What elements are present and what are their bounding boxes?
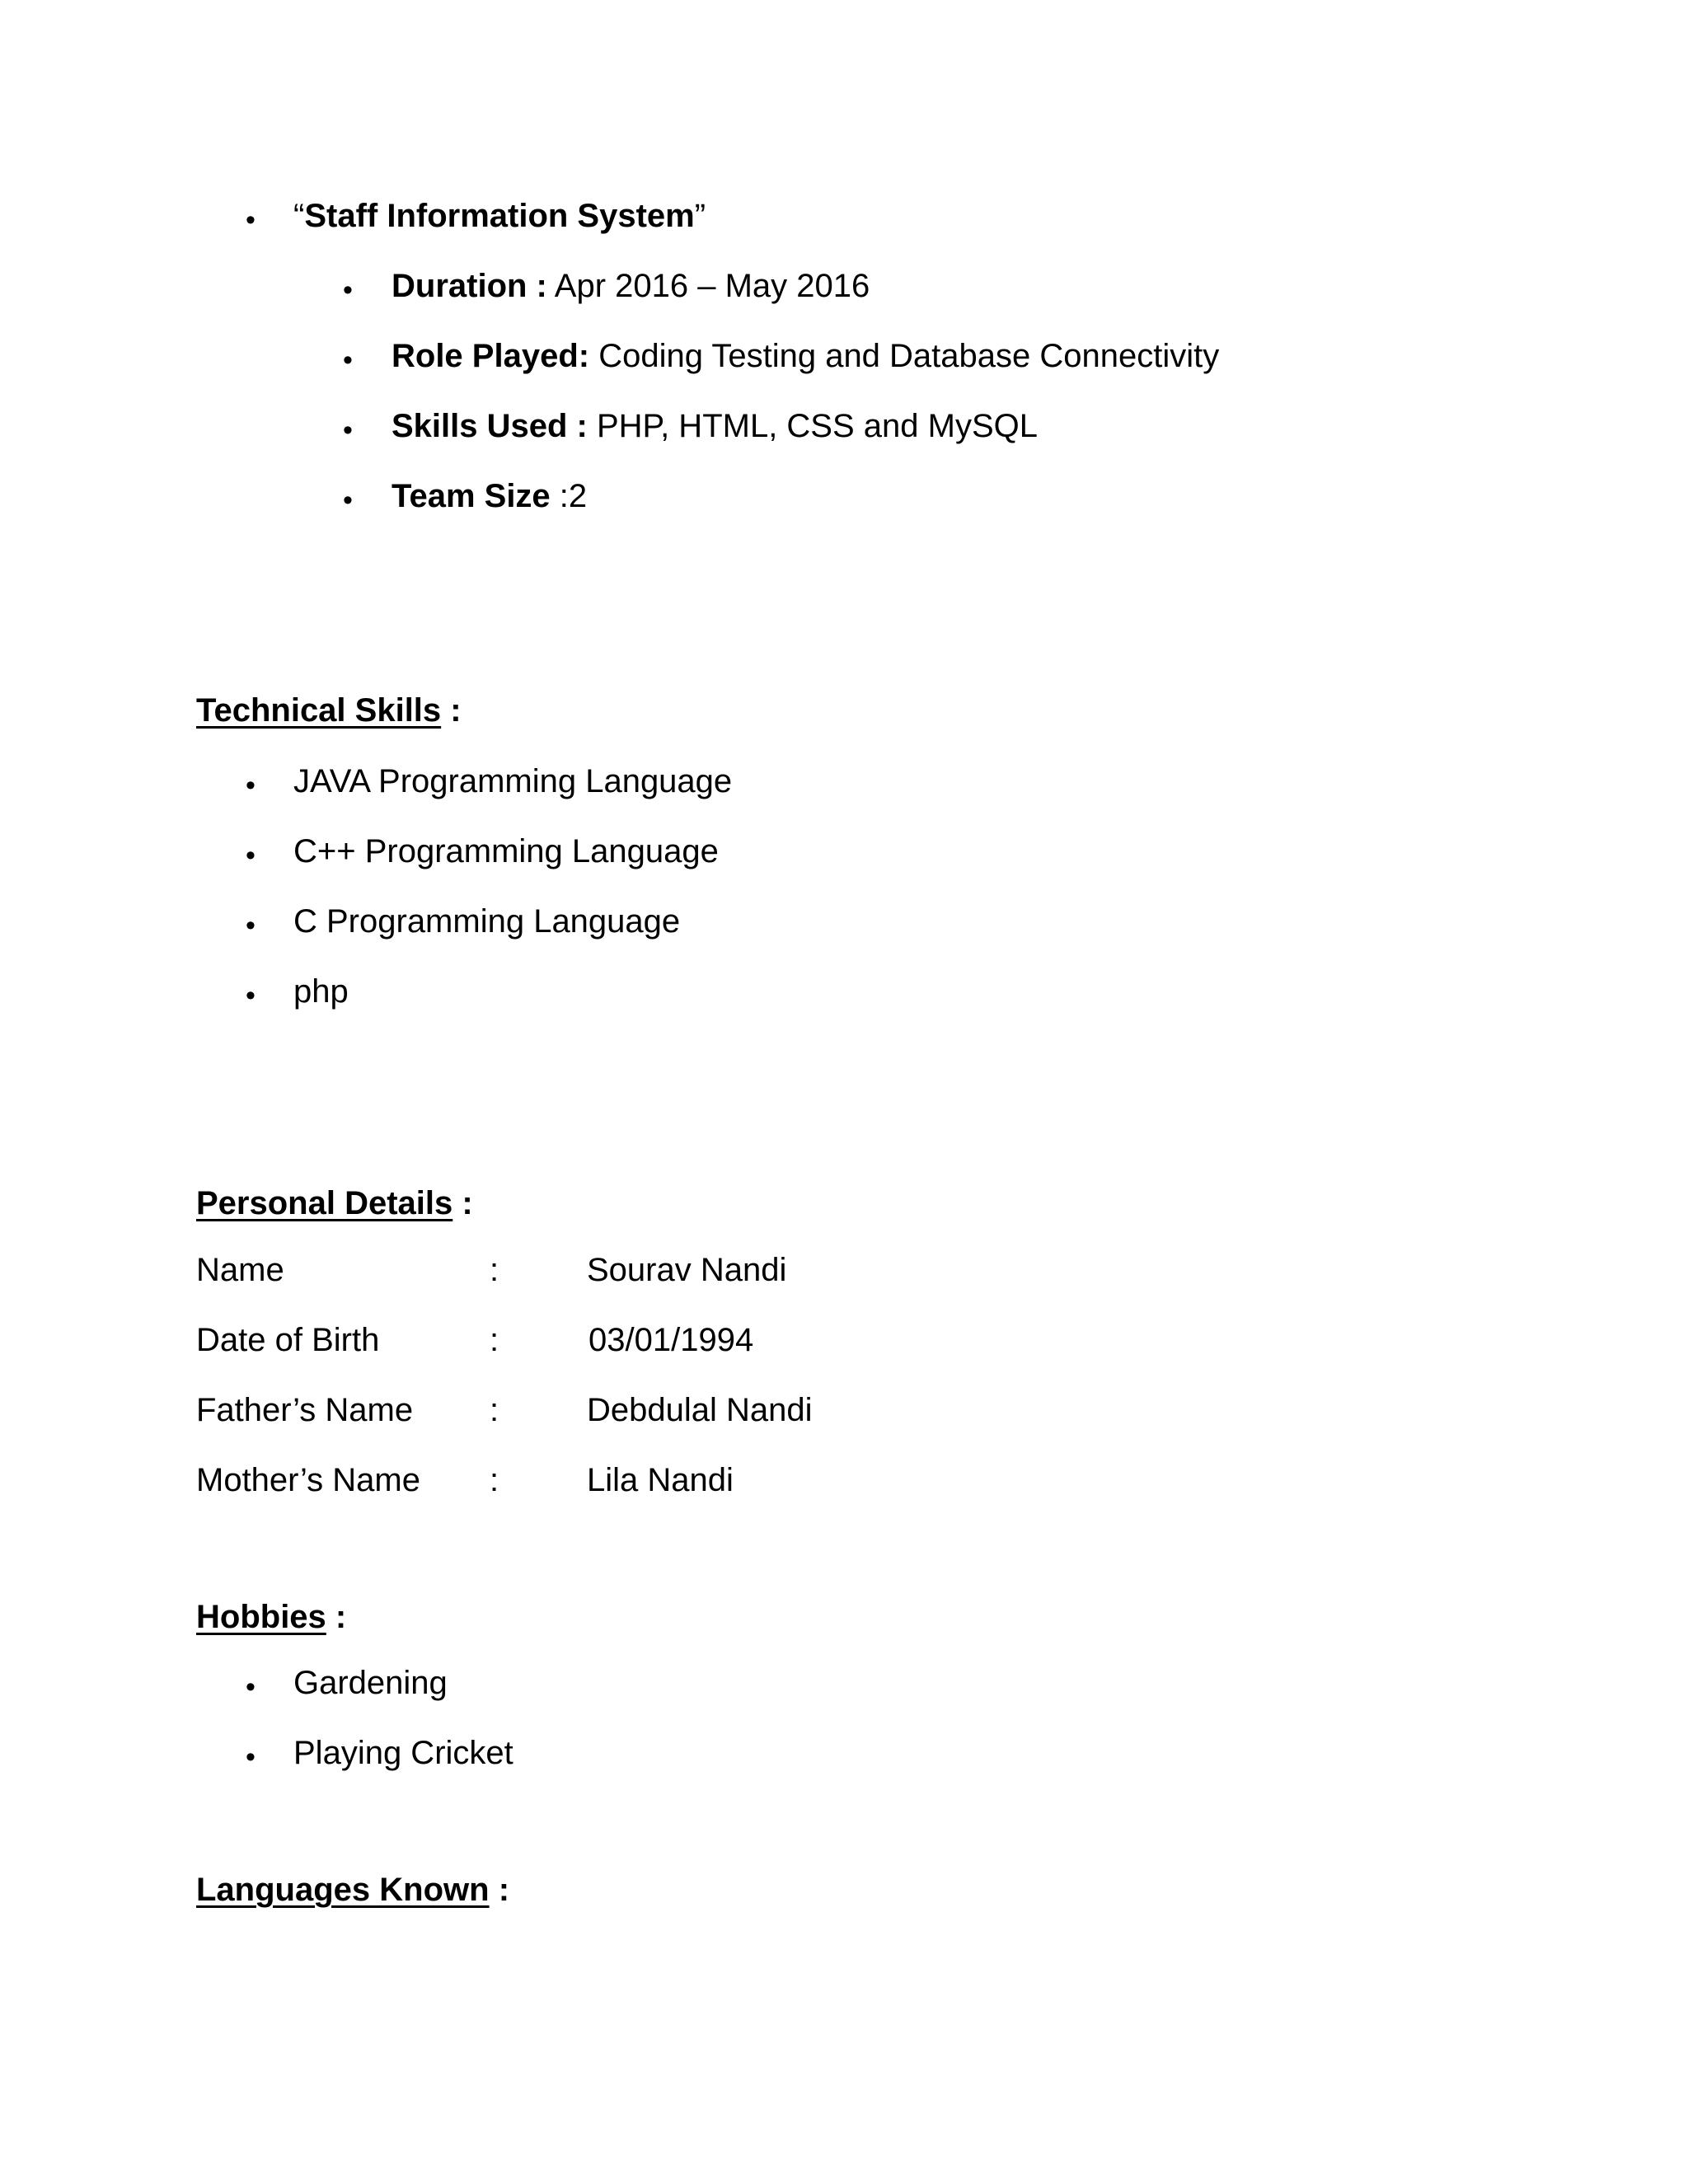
heading-suffix: : [452, 1185, 473, 1221]
project-title-text: Staff Information System [304, 198, 695, 234]
heading-text: Hobbies [196, 1599, 326, 1635]
detail-value: Apr 2016 – May 2016 [546, 268, 870, 304]
personal-separator: : [490, 1462, 499, 1498]
personal-value-dob: 03/01/1994 [588, 1322, 754, 1358]
bullet-icon: • [246, 770, 256, 801]
detail-label: Skills Used : [392, 408, 588, 444]
hobbies-heading [196, 1601, 346, 1633]
personal-value-father: Debdulal Nandi [587, 1392, 813, 1428]
detail-label: Role Played: [392, 338, 590, 374]
personal-label-name: Name [196, 1252, 284, 1288]
heading-text: Technical Skills [196, 692, 442, 729]
bullet-icon: • [246, 840, 256, 871]
bullet-icon: • [343, 485, 353, 516]
open-quote: “ [293, 198, 305, 234]
personal-value-name: Sourav Nandi [587, 1252, 787, 1288]
bullet-icon: • [246, 910, 256, 941]
bullet-icon: • [343, 274, 353, 306]
close-quote: ” [694, 198, 706, 234]
detail-label: Team Size [392, 478, 551, 514]
hobby-item: Gardening [293, 1665, 448, 1701]
project-title [293, 199, 706, 232]
technical-skills-heading [196, 694, 462, 727]
skill-item: C++ Programming Language [293, 833, 719, 869]
heading-suffix: : [489, 1872, 510, 1908]
detail-label: Duration : [392, 268, 547, 304]
bullet-icon: • [343, 344, 353, 376]
project-duration [392, 269, 870, 302]
personal-separator: : [490, 1392, 499, 1428]
personal-value-mother: Lila Nandi [587, 1462, 734, 1498]
project-role [392, 340, 1219, 373]
bullet-icon: • [246, 1741, 256, 1773]
heading-text: Languages Known [196, 1872, 490, 1908]
personal-separator: : [490, 1252, 499, 1288]
personal-label-mother: Mother’s Name [196, 1462, 420, 1498]
heading-suffix: : [326, 1599, 347, 1635]
bullet-icon: • [246, 980, 256, 1011]
personal-details-heading [196, 1187, 473, 1220]
skill-item: JAVA Programming Language [293, 763, 733, 799]
bullet-icon: • [246, 204, 256, 236]
heading-suffix: : [441, 692, 462, 729]
project-skills [392, 410, 1038, 443]
skill-item: C Programming Language [293, 903, 681, 940]
bullet-icon: • [343, 415, 353, 446]
hobby-item: Playing Cricket [293, 1735, 513, 1771]
bullet-icon: • [246, 1671, 256, 1703]
detail-value: Coding Testing and Database Connectivity [589, 338, 1220, 374]
heading-text: Personal Details [196, 1185, 453, 1221]
personal-label-dob: Date of Birth [196, 1322, 380, 1358]
personal-separator: : [490, 1322, 499, 1358]
skill-item: php [293, 973, 349, 1010]
detail-value: PHP, HTML, CSS and MySQL [587, 408, 1038, 444]
languages-known-heading [196, 1873, 509, 1906]
detail-value: :2 [550, 478, 588, 514]
personal-label-father: Father’s Name [196, 1392, 414, 1428]
project-team-size [392, 480, 587, 513]
